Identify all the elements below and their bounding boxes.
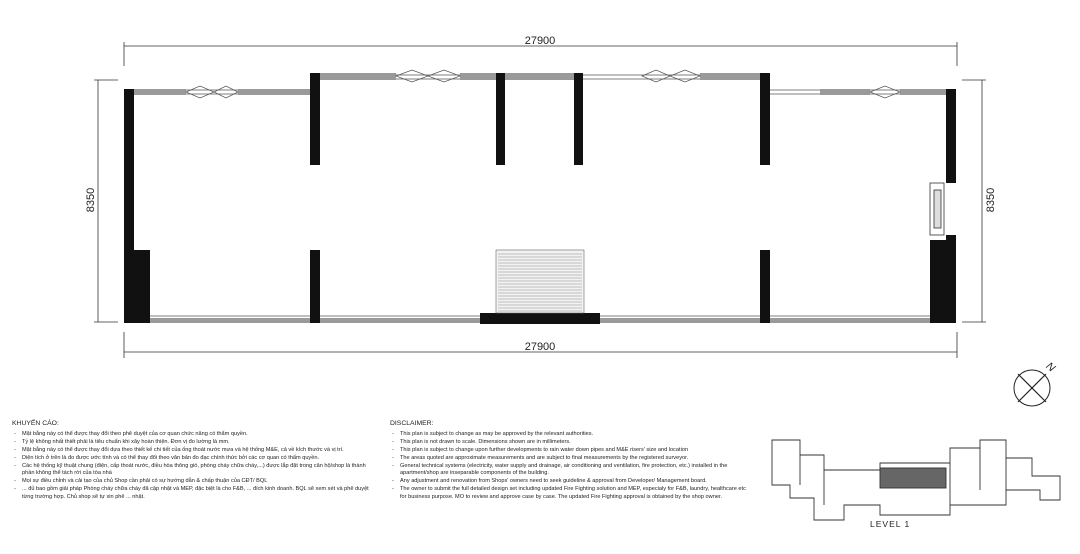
list-item: - The areas quoted are approximate measurements and are subject to final measurements by the registered surveyor. — [390, 455, 750, 463]
list-item: - Tỷ lệ không nhất thiết phải là tiêu chuẩn khi xây hoàn thiện. Đơn vị đo lường là mm. — [12, 439, 372, 447]
english-disclaimer-title: DISCLAIMER: — [390, 420, 434, 427]
top-grey-walls — [124, 73, 946, 95]
right-dimension-text: 8350 — [985, 187, 997, 213]
list-item: - This plan is not drawn to scale. Dimensions shown are in millimeters. — [390, 439, 750, 447]
list-item: - Mọi sự điều chỉnh và cải tạo của chủ Shop cần phải có sự hướng dẫn & chấp thuận của CĐT/ BQL — [12, 478, 372, 486]
list-item: - The owner to submit the full detailed design set including updated Fire Fighting solution and MEP, especialy for F&B, laundry, healthcare etc for business purpose. MO to review and approve case by case. The updated Fire Fighting approval is obtained by the shop owner. — [390, 486, 750, 502]
top-dimension-text: 27900 — [524, 35, 556, 47]
vietnamese-disclaimer — [12, 420, 372, 502]
staircase — [496, 250, 584, 313]
left-dimension-line — [94, 80, 118, 322]
list-item: - ... đủ bao gồm giải pháp Phòng cháy chữa cháy đã cập nhật và MEP, đặc biệt là cho F&B, ... đích kinh doanh. BQL sẽ xem xét và phê duyệt từng trường hợp. Chủ shop sẽ tự xin phê ... nhật. — [12, 486, 372, 502]
left-dimension-text: 8350 — [85, 187, 97, 213]
key-plan — [772, 440, 1060, 520]
bottom-wall — [124, 313, 946, 324]
list-item: - Các hệ thống kỹ thuật chung (điện, cấp thoát nước, điều hòa thông gió, phòng cháy chữa cháy,...) được lắp đặt trong căn hộ/shop là thành phần không thể tách rời của tòa nhà — [12, 463, 372, 479]
list-item: - Diện tích ở trên là đo được ước tính và có thể thay đổi theo văn bản đo đạc chính thức bởi các cơ quan có thẩm quyền. — [12, 455, 372, 463]
list-item: - Any adjustment and renovation from Shops' owners need to seek guideline & approval from Developer/ Management board. — [390, 478, 750, 486]
list-item: - This plan is subject to change upon further developments to rain water down pipes and M&E risers' size and location — [390, 447, 750, 455]
right-dimension-line — [962, 80, 986, 322]
north-arrow — [1014, 370, 1050, 406]
list-item: - Mặt bằng này có thể được thay đổi theo phê duyệt của cơ quan chức năng có thẩm quyền. — [12, 431, 372, 439]
english-disclaimer — [390, 420, 750, 502]
vietnamese-disclaimer-title: KHUYẾN CÁO: — [12, 420, 59, 427]
north-label: N — [1043, 360, 1058, 375]
riser-box — [930, 183, 944, 235]
bottom-dimension-text: 27900 — [524, 341, 556, 353]
list-item: - General technical systems (electricity, water supply and drainage, air conditioning and ventilation, fire protection, etc.) installed in the apartment/shop are inseparable components of the building. — [390, 463, 750, 479]
list-item: - Mặt bằng này có thể được thay đổi dựa theo thiết kế chi tiết của ống thoát nước mưa và hệ thống M&E, cả về kích thước và vị trí. — [12, 447, 372, 455]
key-plan-level-label: LEVEL 1 — [870, 519, 911, 529]
list-item: - This plan is subject to change as may be approved by the relevant authorities. — [390, 431, 750, 439]
